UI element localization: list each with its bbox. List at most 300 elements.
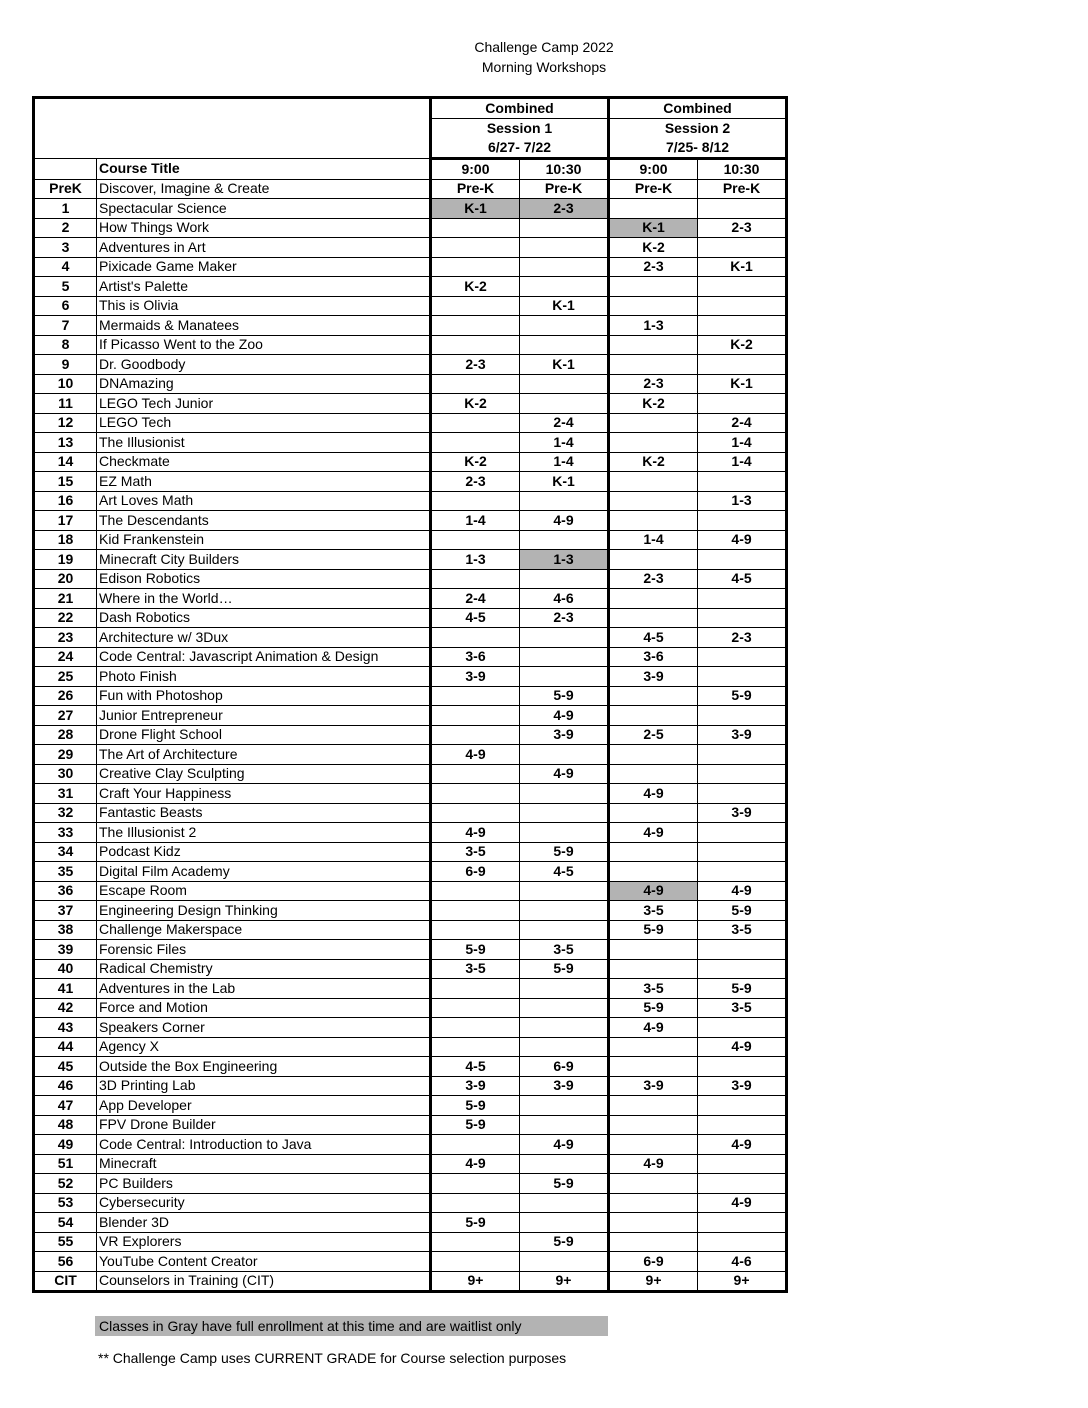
course-number: 21: [34, 589, 97, 609]
course-number: 26: [34, 686, 97, 706]
session2-1030-grades: [698, 959, 787, 979]
session1-1030-grades: 5-9: [520, 1232, 609, 1252]
course-title: Speakers Corner: [97, 1018, 431, 1038]
session2-1030-grades: [698, 1232, 787, 1252]
session1-900-grades: [431, 998, 520, 1018]
session1-1030-grades: [520, 803, 609, 823]
session1-900-grades: 1-3: [431, 550, 520, 570]
table-row: [34, 803, 787, 823]
session2-dates: 7/25- 8/12: [609, 138, 787, 159]
session1-1030-grades: [520, 998, 609, 1018]
session1-1030-grades: 3-9: [520, 725, 609, 745]
course-number: 56: [34, 1252, 97, 1272]
course-title: LEGO Tech: [97, 413, 431, 433]
table-row: [34, 998, 787, 1018]
session2-900-grades: [609, 433, 698, 453]
session2-1030-grades: [698, 842, 787, 862]
course-number: 4: [34, 257, 97, 277]
session1-900-grades: 4-5: [431, 1057, 520, 1077]
session1-900-grades: [431, 1037, 520, 1057]
session2-900-grades: [609, 472, 698, 492]
session1-1030-grades: 5-9: [520, 842, 609, 862]
session1-1030-grades: [520, 277, 609, 297]
session2-time-1030: 10:30: [698, 159, 787, 180]
session1-1030-grades: [520, 218, 609, 238]
table-row: [34, 1076, 787, 1096]
course-number: 52: [34, 1174, 97, 1194]
session1-dates: 6/27- 7/22: [431, 138, 609, 159]
session2-900-grades: 4-9: [609, 881, 698, 901]
course-number: 25: [34, 667, 97, 687]
session1-900-grades: 3-9: [431, 1076, 520, 1096]
session2-1030-grades: [698, 238, 787, 258]
course-number: 8: [34, 335, 97, 355]
session1-900-grades: 2-3: [431, 355, 520, 375]
session1-900-grades: Pre-K: [431, 179, 520, 199]
session1-1030-grades: [520, 745, 609, 765]
course-title: Escape Room: [97, 881, 431, 901]
session2-1030-grades: [698, 940, 787, 960]
session1-1030-grades: [520, 979, 609, 999]
session1-900-grades: [431, 218, 520, 238]
course-number: 23: [34, 628, 97, 648]
session1-1030-grades: 2-3: [520, 199, 609, 219]
session1-900-grades: [431, 335, 520, 355]
session1-1030-grades: [520, 569, 609, 589]
table-row: [34, 1154, 787, 1174]
session2-900-grades: 5-9: [609, 920, 698, 940]
session1-1030-grades: [520, 1252, 609, 1272]
session2-900-grades: [609, 862, 698, 882]
session2-1030-grades: [698, 589, 787, 609]
course-number: 47: [34, 1096, 97, 1116]
session1-900-grades: 3-5: [431, 842, 520, 862]
course-number: 24: [34, 647, 97, 667]
course-number: 53: [34, 1193, 97, 1213]
course-title: Craft Your Happiness: [97, 784, 431, 804]
session1-900-grades: 3-9: [431, 667, 520, 687]
session1-900-grades: [431, 920, 520, 940]
course-number: 27: [34, 706, 97, 726]
session2-900-grades: 3-5: [609, 901, 698, 921]
course-title: Digital Film Academy: [97, 862, 431, 882]
table-row: [34, 1135, 787, 1155]
session2-1030-grades: 5-9: [698, 901, 787, 921]
session1-900-grades: 1-4: [431, 511, 520, 531]
session2-900-grades: [609, 277, 698, 297]
session2-900-grades: [609, 511, 698, 531]
course-number: 9: [34, 355, 97, 375]
session2-1030-grades: [698, 706, 787, 726]
session2-900-grades: [609, 1232, 698, 1252]
table-row: [34, 764, 787, 784]
session2-900-grades: 2-3: [609, 257, 698, 277]
course-number: 17: [34, 511, 97, 531]
table-row: [34, 706, 787, 726]
session2-1030-grades: 4-9: [698, 1135, 787, 1155]
session2-900-grades: Pre-K: [609, 179, 698, 199]
session2-900-grades: 4-9: [609, 784, 698, 804]
course-title: Minecraft City Builders: [97, 550, 431, 570]
session2-1030-grades: K-1: [698, 257, 787, 277]
table-row: [34, 901, 787, 921]
course-title: Code Central: Javascript Animation & Design: [97, 647, 431, 667]
session1-1030-grades: [520, 335, 609, 355]
course-number: 2: [34, 218, 97, 238]
session1-900-grades: 2-4: [431, 589, 520, 609]
session1-1030-grades: 4-9: [520, 1135, 609, 1155]
course-number: 42: [34, 998, 97, 1018]
session1-time-900: 9:00: [431, 159, 520, 180]
course-number: 18: [34, 530, 97, 550]
course-number: 30: [34, 764, 97, 784]
course-title: Artist's Palette: [97, 277, 431, 297]
session1-900-grades: [431, 803, 520, 823]
session2-900-grades: [609, 413, 698, 433]
table-row: [34, 472, 787, 492]
course-number: 19: [34, 550, 97, 570]
course-title: Photo Finish: [97, 667, 431, 687]
session1-1030-grades: 1-4: [520, 452, 609, 472]
course-number: 16: [34, 491, 97, 511]
course-number: 38: [34, 920, 97, 940]
session1-1030-grades: [520, 784, 609, 804]
table-row: [34, 413, 787, 433]
table-row: [34, 745, 787, 765]
course-number: 45: [34, 1057, 97, 1077]
session2-1030-grades: 4-6: [698, 1252, 787, 1272]
course-title: The Illusionist 2: [97, 823, 431, 843]
course-number: 12: [34, 413, 97, 433]
table-row: [34, 1096, 787, 1116]
session2-1030-grades: [698, 511, 787, 531]
session2-1030-grades: [698, 608, 787, 628]
course-title: Architecture w/ 3Dux: [97, 628, 431, 648]
table-row: [34, 920, 787, 940]
session1-900-grades: K-2: [431, 277, 520, 297]
session1-900-grades: [431, 1018, 520, 1038]
course-title: Minecraft: [97, 1154, 431, 1174]
session1-1030-grades: K-1: [520, 296, 609, 316]
session1-1030-grades: [520, 901, 609, 921]
session2-1030-grades: [698, 296, 787, 316]
session1-1030-grades: 1-3: [520, 550, 609, 570]
course-title: Kid Frankenstein: [97, 530, 431, 550]
course-title: Outside the Box Engineering: [97, 1057, 431, 1077]
session2-1030-grades: [698, 1174, 787, 1194]
session2-1030-grades: 3-9: [698, 1076, 787, 1096]
session2-1030-grades: 5-9: [698, 686, 787, 706]
course-title: Dash Robotics: [97, 608, 431, 628]
session2-1030-grades: [698, 647, 787, 667]
session2-900-grades: [609, 940, 698, 960]
grade-footnote: ** Challenge Camp uses CURRENT GRADE for Course selection purposes: [98, 1350, 567, 1366]
course-title: Forensic Files: [97, 940, 431, 960]
session1-1030-grades: [520, 1213, 609, 1233]
session2-1030-grades: 3-5: [698, 920, 787, 940]
session2-900-grades: [609, 550, 698, 570]
course-title: Creative Clay Sculpting: [97, 764, 431, 784]
course-number: 37: [34, 901, 97, 921]
course-title: Fantastic Beasts: [97, 803, 431, 823]
session1-label: Session 1: [431, 119, 609, 139]
table-row: [34, 452, 787, 472]
session1-1030-grades: 2-3: [520, 608, 609, 628]
session2-1030-grades: 4-5: [698, 569, 787, 589]
table-row: [34, 316, 787, 336]
session2-1030-grades: [698, 1213, 787, 1233]
session2-1030-grades: 2-4: [698, 413, 787, 433]
session2-1030-grades: [698, 199, 787, 219]
session2-1030-grades: 4-9: [698, 1037, 787, 1057]
session1-1030-grades: 4-9: [520, 706, 609, 726]
session2-1030-grades: [698, 1115, 787, 1135]
session1-1030-grades: [520, 530, 609, 550]
session1-900-grades: 5-9: [431, 1115, 520, 1135]
session2-900-grades: [609, 1096, 698, 1116]
session2-label: Session 2: [609, 119, 787, 139]
session1-1030-grades: [520, 647, 609, 667]
course-title: FPV Drone Builder: [97, 1115, 431, 1135]
session1-1030-grades: 5-9: [520, 959, 609, 979]
session1-1030-grades: [520, 1096, 609, 1116]
table-row: [34, 823, 787, 843]
session1-1030-grades: 9+: [520, 1271, 609, 1292]
table-row: [34, 374, 787, 394]
session2-900-grades: 4-9: [609, 1154, 698, 1174]
session1-1030-grades: 3-5: [520, 940, 609, 960]
session2-combined-label: Combined: [609, 98, 787, 119]
course-title: App Developer: [97, 1096, 431, 1116]
session1-1030-grades: [520, 257, 609, 277]
session2-900-grades: 2-3: [609, 569, 698, 589]
session2-1030-grades: [698, 1096, 787, 1116]
session1-900-grades: [431, 238, 520, 258]
session1-900-grades: [431, 296, 520, 316]
course-title: DNAmazing: [97, 374, 431, 394]
table-row: [34, 862, 787, 882]
session1-1030-grades: K-1: [520, 355, 609, 375]
session2-900-grades: 3-5: [609, 979, 698, 999]
session2-900-grades: [609, 1135, 698, 1155]
table-row: [34, 940, 787, 960]
session1-900-grades: [431, 628, 520, 648]
course-number: 14: [34, 452, 97, 472]
session1-1030-grades: [520, 823, 609, 843]
course-title: Where in the World…: [97, 589, 431, 609]
session2-1030-grades: [698, 550, 787, 570]
table-row: [34, 1193, 787, 1213]
session1-900-grades: 4-5: [431, 608, 520, 628]
session1-900-grades: 4-9: [431, 745, 520, 765]
session2-900-grades: [609, 706, 698, 726]
table-row: [34, 608, 787, 628]
session1-900-grades: [431, 901, 520, 921]
table-row: [34, 1252, 787, 1272]
table-row: [34, 784, 787, 804]
course-number: 6: [34, 296, 97, 316]
course-title: VR Explorers: [97, 1232, 431, 1252]
course-number: 54: [34, 1213, 97, 1233]
table-row: [34, 257, 787, 277]
course-number: PreK: [34, 179, 97, 199]
workshop-schedule-table: [32, 96, 788, 1293]
course-number: 1: [34, 199, 97, 219]
session2-900-grades: [609, 1174, 698, 1194]
session1-900-grades: [431, 316, 520, 336]
session2-1030-grades: 5-9: [698, 979, 787, 999]
session2-900-grades: [609, 589, 698, 609]
session2-900-grades: [609, 1193, 698, 1213]
session1-900-grades: [431, 881, 520, 901]
course-title: Podcast Kidz: [97, 842, 431, 862]
session1-900-grades: 5-9: [431, 1213, 520, 1233]
course-number: 48: [34, 1115, 97, 1135]
course-title: Blender 3D: [97, 1213, 431, 1233]
session1-900-grades: [431, 1135, 520, 1155]
session2-1030-grades: Pre-K: [698, 179, 787, 199]
table-row: [34, 491, 787, 511]
course-number: 22: [34, 608, 97, 628]
session1-1030-grades: K-1: [520, 472, 609, 492]
session1-900-grades: 3-6: [431, 647, 520, 667]
session2-900-grades: [609, 296, 698, 316]
course-number: 36: [34, 881, 97, 901]
session2-1030-grades: [698, 667, 787, 687]
course-number: 34: [34, 842, 97, 862]
course-title: PC Builders: [97, 1174, 431, 1194]
course-title: 3D Printing Lab: [97, 1076, 431, 1096]
session2-900-grades: [609, 686, 698, 706]
course-title: Cybersecurity: [97, 1193, 431, 1213]
session1-900-grades: 3-5: [431, 959, 520, 979]
session1-900-grades: 2-3: [431, 472, 520, 492]
session2-1030-grades: 9+: [698, 1271, 787, 1292]
table-row: [34, 628, 787, 648]
session1-1030-grades: [520, 667, 609, 687]
session2-time-900: 9:00: [609, 159, 698, 180]
table-row: [34, 530, 787, 550]
course-title: Engineering Design Thinking: [97, 901, 431, 921]
session2-1030-grades: 2-3: [698, 628, 787, 648]
course-title: Junior Entrepreneur: [97, 706, 431, 726]
session2-900-grades: [609, 1057, 698, 1077]
table-row: [34, 725, 787, 745]
session1-900-grades: 5-9: [431, 1096, 520, 1116]
session1-1030-grades: 5-9: [520, 686, 609, 706]
session2-1030-grades: [698, 394, 787, 414]
session2-900-grades: [609, 803, 698, 823]
course-number: 43: [34, 1018, 97, 1038]
session1-900-grades: [431, 530, 520, 550]
session2-1030-grades: 2-3: [698, 218, 787, 238]
course-number: 46: [34, 1076, 97, 1096]
course-number: 49: [34, 1135, 97, 1155]
session2-1030-grades: [698, 316, 787, 336]
session2-900-grades: 4-9: [609, 823, 698, 843]
session1-900-grades: [431, 1174, 520, 1194]
session2-1030-grades: 3-5: [698, 998, 787, 1018]
table-row: [34, 199, 787, 219]
session1-900-grades: [431, 784, 520, 804]
course-number: 33: [34, 823, 97, 843]
course-title: Drone Flight School: [97, 725, 431, 745]
number-header-cell: [34, 159, 97, 180]
table-row: [34, 959, 787, 979]
session2-900-grades: K-1: [609, 218, 698, 238]
course-title: LEGO Tech Junior: [97, 394, 431, 414]
session2-1030-grades: [698, 355, 787, 375]
course-title: Fun with Photoshop: [97, 686, 431, 706]
session2-900-grades: [609, 764, 698, 784]
session2-900-grades: [609, 355, 698, 375]
course-title: The Descendants: [97, 511, 431, 531]
session1-1030-grades: [520, 1018, 609, 1038]
course-title-header: Course Title: [97, 159, 431, 180]
course-number: 51: [34, 1154, 97, 1174]
session1-1030-grades: [520, 1115, 609, 1135]
course-title: Force and Motion: [97, 998, 431, 1018]
session1-900-grades: [431, 979, 520, 999]
table-row: [34, 355, 787, 375]
session1-900-grades: K-2: [431, 394, 520, 414]
session2-1030-grades: [698, 745, 787, 765]
course-number: 55: [34, 1232, 97, 1252]
course-number: 20: [34, 569, 97, 589]
session2-900-grades: [609, 745, 698, 765]
session2-900-grades: 2-3: [609, 374, 698, 394]
gray-legend: Classes in Gray have full enrollment at this time and are waitlist only: [95, 1316, 608, 1336]
course-title: Counselors in Training (CIT): [97, 1271, 431, 1292]
session1-900-grades: [431, 374, 520, 394]
session2-900-grades: [609, 199, 698, 219]
session2-1030-grades: [698, 472, 787, 492]
course-title: Adventures in Art: [97, 238, 431, 258]
session2-1030-grades: K-2: [698, 335, 787, 355]
session2-900-grades: K-2: [609, 238, 698, 258]
table-row: [34, 1018, 787, 1038]
course-title: Discover, Imagine & Create: [97, 179, 431, 199]
session1-1030-grades: 3-9: [520, 1076, 609, 1096]
table-row: [34, 238, 787, 258]
session2-1030-grades: [698, 277, 787, 297]
course-title: YouTube Content Creator: [97, 1252, 431, 1272]
session1-1030-grades: 1-4: [520, 433, 609, 453]
session2-1030-grades: [698, 764, 787, 784]
table-row: [34, 394, 787, 414]
session2-900-grades: [609, 335, 698, 355]
course-number: 40: [34, 959, 97, 979]
table-row: [34, 179, 787, 199]
session1-1030-grades: [520, 1037, 609, 1057]
table-row: [34, 667, 787, 687]
table-row: [34, 1057, 787, 1077]
session1-900-grades: 6-9: [431, 862, 520, 882]
session2-900-grades: 3-9: [609, 667, 698, 687]
course-number: 31: [34, 784, 97, 804]
course-number: 35: [34, 862, 97, 882]
session1-900-grades: [431, 1232, 520, 1252]
course-number: CIT: [34, 1271, 97, 1292]
session1-900-grades: 5-9: [431, 940, 520, 960]
session1-1030-grades: Pre-K: [520, 179, 609, 199]
table-row: [34, 296, 787, 316]
table-row: [34, 433, 787, 453]
session2-900-grades: 3-9: [609, 1076, 698, 1096]
session2-1030-grades: 1-4: [698, 433, 787, 453]
course-number: 15: [34, 472, 97, 492]
course-title: Edison Robotics: [97, 569, 431, 589]
